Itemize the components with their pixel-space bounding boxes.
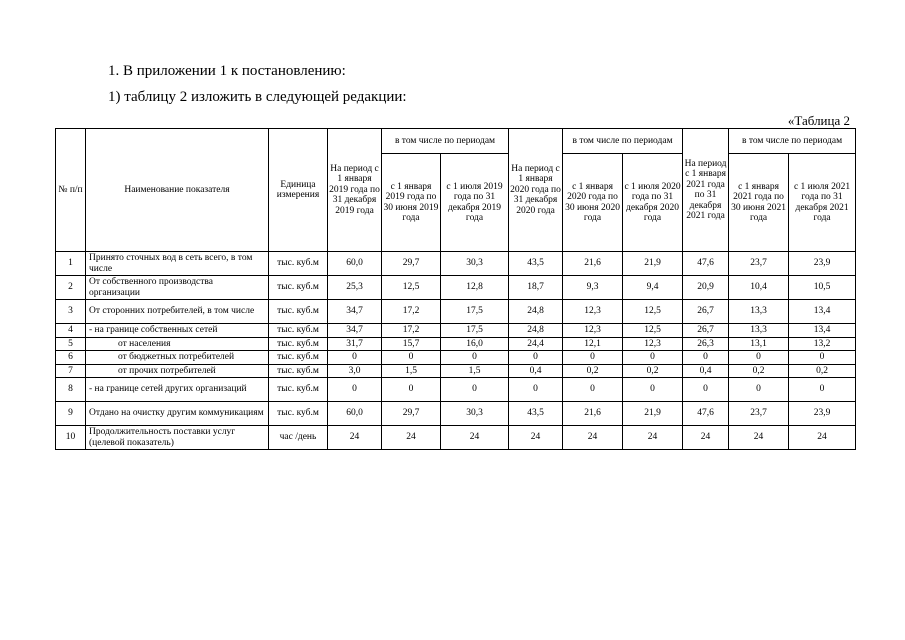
cell-value: 26,7 bbox=[683, 324, 729, 338]
cell-value: 0,2 bbox=[789, 364, 856, 378]
cell-value: 21,9 bbox=[623, 402, 683, 426]
row-unit: тыс. куб.м bbox=[269, 402, 328, 426]
header-period-2021-group: в том числе по периодам bbox=[729, 129, 856, 154]
cell-value: 1,5 bbox=[382, 364, 441, 378]
header-2021-h2: с 1 июля 2021 года по 31 декабря 2021 года bbox=[789, 154, 856, 252]
cell-value: 0 bbox=[623, 351, 683, 365]
intro-line-1: 1. В приложении 1 к постановлению: bbox=[108, 63, 346, 79]
row-num: 9 bbox=[56, 402, 86, 426]
row-unit: тыс. куб.м bbox=[269, 351, 328, 365]
cell-value: 12,3 bbox=[563, 300, 623, 324]
row-num: 6 bbox=[56, 351, 86, 365]
cell-value: 43,5 bbox=[509, 402, 563, 426]
cell-value: 0 bbox=[382, 351, 441, 365]
row-num: 4 bbox=[56, 324, 86, 338]
cell-value: 47,6 bbox=[683, 402, 729, 426]
table-row bbox=[56, 402, 856, 426]
cell-value: 1,5 bbox=[441, 364, 509, 378]
cell-value: 16,0 bbox=[441, 337, 509, 351]
cell-value: 9,4 bbox=[623, 276, 683, 300]
row-unit: тыс. куб.м bbox=[269, 324, 328, 338]
cell-value: 0 bbox=[382, 378, 441, 402]
cell-value: 0,2 bbox=[623, 364, 683, 378]
cell-value: 0 bbox=[729, 378, 789, 402]
cell-value: 13,4 bbox=[789, 300, 856, 324]
table-row bbox=[56, 276, 856, 300]
cell-value: 34,7 bbox=[328, 300, 382, 324]
header-period-2019-total: На период с 1 января 2019 года по 31 декабря 2019 года bbox=[328, 129, 382, 252]
cell-value: 12,1 bbox=[563, 337, 623, 351]
cell-value: 17,5 bbox=[441, 324, 509, 338]
cell-value: 0 bbox=[509, 378, 563, 402]
row-unit: тыс. куб.м bbox=[269, 300, 328, 324]
header-2020-h2: с 1 июля 2020 года по 31 декабря 2020 года bbox=[623, 154, 683, 252]
table-row bbox=[56, 300, 856, 324]
row-num: 3 bbox=[56, 300, 86, 324]
header-2020-h1: с 1 января 2020 года по 30 июня 2020 года bbox=[563, 154, 623, 252]
cell-value: 24,4 bbox=[509, 337, 563, 351]
cell-value: 24 bbox=[729, 426, 789, 450]
cell-value: 24,8 bbox=[509, 300, 563, 324]
cell-value: 0 bbox=[789, 378, 856, 402]
cell-value: 24 bbox=[789, 426, 856, 450]
row-unit: тыс. куб.м bbox=[269, 378, 328, 402]
cell-value: 13,1 bbox=[729, 337, 789, 351]
table-header bbox=[56, 129, 856, 252]
row-name: от бюджетных потребителей bbox=[86, 351, 269, 365]
cell-value: 24 bbox=[683, 426, 729, 450]
cell-value: 0 bbox=[328, 351, 382, 365]
cell-value: 17,2 bbox=[382, 300, 441, 324]
cell-value: 13,3 bbox=[729, 324, 789, 338]
table-row bbox=[56, 337, 856, 351]
cell-value: 0 bbox=[623, 378, 683, 402]
cell-value: 21,9 bbox=[623, 252, 683, 276]
cell-value: 12,8 bbox=[441, 276, 509, 300]
cell-value: 24 bbox=[563, 426, 623, 450]
cell-value: 26,7 bbox=[683, 300, 729, 324]
cell-value: 29,7 bbox=[382, 252, 441, 276]
cell-value: 0,2 bbox=[563, 364, 623, 378]
cell-value: 12,5 bbox=[382, 276, 441, 300]
cell-value: 24 bbox=[382, 426, 441, 450]
table-row bbox=[56, 426, 856, 450]
row-num: 1 bbox=[56, 252, 86, 276]
row-unit: тыс. куб.м bbox=[269, 276, 328, 300]
cell-value: 24 bbox=[328, 426, 382, 450]
indicators-table bbox=[55, 128, 856, 450]
cell-value: 3,0 bbox=[328, 364, 382, 378]
cell-value: 13,4 bbox=[789, 324, 856, 338]
row-unit: тыс. куб.м bbox=[269, 364, 328, 378]
cell-value: 21,6 bbox=[563, 252, 623, 276]
row-num: 8 bbox=[56, 378, 86, 402]
table-row bbox=[56, 364, 856, 378]
cell-value: 24 bbox=[623, 426, 683, 450]
cell-value: 24 bbox=[509, 426, 563, 450]
cell-value: 60,0 bbox=[328, 402, 382, 426]
row-num: 5 bbox=[56, 337, 86, 351]
cell-value: 29,7 bbox=[382, 402, 441, 426]
row-num: 7 bbox=[56, 364, 86, 378]
row-num: 2 bbox=[56, 276, 86, 300]
cell-value: 0 bbox=[441, 351, 509, 365]
header-period-2020-total: На период с 1 января 2020 года по 31 декабря 2020 года bbox=[509, 129, 563, 252]
row-name: - на границе собственных сетей bbox=[86, 324, 269, 338]
cell-value: 0 bbox=[683, 378, 729, 402]
cell-value: 0 bbox=[328, 378, 382, 402]
cell-value: 0 bbox=[441, 378, 509, 402]
cell-value: 0,2 bbox=[729, 364, 789, 378]
cell-value: 26,3 bbox=[683, 337, 729, 351]
header-period-2020-group: в том числе по периодам bbox=[563, 129, 683, 154]
cell-value: 12,3 bbox=[563, 324, 623, 338]
cell-value: 13,3 bbox=[729, 300, 789, 324]
table-row bbox=[56, 324, 856, 338]
row-name: От сторонних потребителей, в том числе bbox=[86, 300, 269, 324]
cell-value: 17,5 bbox=[441, 300, 509, 324]
header-2019-h2: с 1 июля 2019 года по 31 декабря 2019 года bbox=[441, 154, 509, 252]
header-2019-h1: с 1 января 2019 года по 30 июня 2019 года bbox=[382, 154, 441, 252]
row-name: от населения bbox=[86, 337, 269, 351]
cell-value: 23,7 bbox=[729, 402, 789, 426]
cell-value: 23,9 bbox=[789, 402, 856, 426]
cell-value: 13,2 bbox=[789, 337, 856, 351]
header-period-2021-total: На период с 1 января 2021 года по 31 декабря 2021 года bbox=[683, 129, 729, 252]
cell-value: 21,6 bbox=[563, 402, 623, 426]
header-unit: Единица измерения bbox=[269, 129, 328, 252]
row-name: Отдано на очистку другим коммуникациям bbox=[86, 402, 269, 426]
cell-value: 0 bbox=[789, 351, 856, 365]
cell-value: 0 bbox=[563, 351, 623, 365]
cell-value: 15,7 bbox=[382, 337, 441, 351]
header-period-2019-group: в том числе по периодам bbox=[382, 129, 509, 154]
cell-value: 0 bbox=[563, 378, 623, 402]
table-caption: «Таблица 2 bbox=[787, 113, 850, 128]
cell-value: 34,7 bbox=[328, 324, 382, 338]
cell-value: 10,5 bbox=[789, 276, 856, 300]
table-row bbox=[56, 351, 856, 365]
row-unit: час /день bbox=[269, 426, 328, 450]
cell-value: 43,5 bbox=[509, 252, 563, 276]
cell-value: 0,4 bbox=[509, 364, 563, 378]
row-num: 10 bbox=[56, 426, 86, 450]
header-name: Наименование показателя bbox=[86, 129, 269, 252]
cell-value: 10,4 bbox=[729, 276, 789, 300]
header-2021-h1: с 1 января 2021 года по 30 июня 2021 года bbox=[729, 154, 789, 252]
cell-value: 0,4 bbox=[683, 364, 729, 378]
row-name: - на границе сетей других организаций bbox=[86, 378, 269, 402]
row-name: от прочих потребителей bbox=[86, 364, 269, 378]
table-row bbox=[56, 252, 856, 276]
cell-value: 60,0 bbox=[328, 252, 382, 276]
table-row bbox=[56, 378, 856, 402]
cell-value: 25,3 bbox=[328, 276, 382, 300]
header-num: № п/п bbox=[56, 129, 86, 252]
row-name: От собственного производства организации bbox=[86, 276, 269, 300]
cell-value: 0 bbox=[729, 351, 789, 365]
cell-value: 20,9 bbox=[683, 276, 729, 300]
row-unit: тыс. куб.м bbox=[269, 252, 328, 276]
row-unit: тыс. куб.м bbox=[269, 337, 328, 351]
table-body bbox=[56, 252, 856, 450]
row-name: Принято сточных вод в сеть всего, в том числе bbox=[86, 252, 269, 276]
cell-value: 12,5 bbox=[623, 300, 683, 324]
cell-value: 12,3 bbox=[623, 337, 683, 351]
cell-value: 9,3 bbox=[563, 276, 623, 300]
cell-value: 17,2 bbox=[382, 324, 441, 338]
cell-value: 18,7 bbox=[509, 276, 563, 300]
intro-line-2: 1) таблицу 2 изложить в следующей редакции: bbox=[108, 89, 407, 105]
cell-value: 0 bbox=[683, 351, 729, 365]
cell-value: 47,6 bbox=[683, 252, 729, 276]
cell-value: 24 bbox=[441, 426, 509, 450]
cell-value: 31,7 bbox=[328, 337, 382, 351]
cell-value: 30,3 bbox=[441, 402, 509, 426]
cell-value: 0 bbox=[509, 351, 563, 365]
row-name: Продолжительность поставки услуг (целевой показатель) bbox=[86, 426, 269, 450]
cell-value: 24,8 bbox=[509, 324, 563, 338]
cell-value: 12,5 bbox=[623, 324, 683, 338]
cell-value: 23,7 bbox=[729, 252, 789, 276]
cell-value: 30,3 bbox=[441, 252, 509, 276]
cell-value: 23,9 bbox=[789, 252, 856, 276]
